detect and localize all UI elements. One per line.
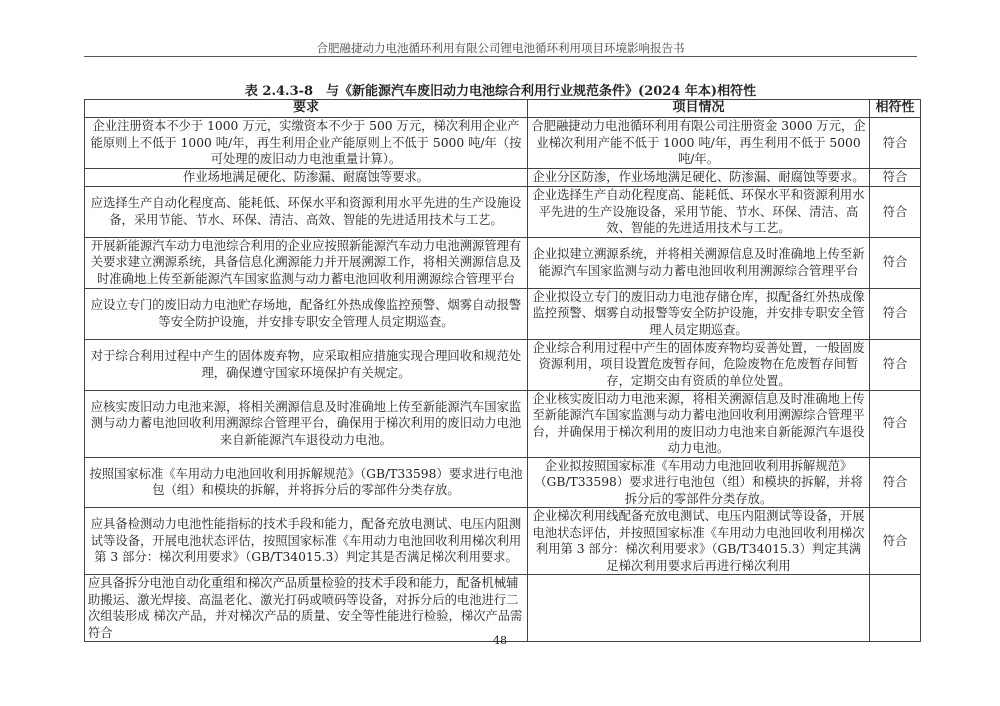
project-status-cell: 企业拟设立专门的废旧动力电池存储仓库，拟配备红外热成像监控预警、烟雾自动报警等安全防护设施，并安排专职安全管理人员定期巡查。 xyxy=(528,288,870,339)
table-row xyxy=(85,457,921,508)
conformity-cell: 符合 xyxy=(870,457,921,508)
conformity-cell: 符合 xyxy=(870,390,921,457)
project-status-cell: 企业选择生产自动化程度高、能耗低、环保水平和资源利用水平先进的生产设施设备，采用节能、节水、环保、清洁、高效、智能的先进适用技术与工艺。 xyxy=(528,187,870,238)
requirement-cell: 企业注册资本不少于 1000 万元，实缴资本不少于 500 万元，梯次利用企业产能原则上不低于 1000 吨/年，再生利用企业产能原则上不低于 5000 吨/年（按可处理的废旧动力电池重量计算）。 xyxy=(85,118,528,169)
conformity-cell: 符合 xyxy=(870,508,921,575)
project-status-cell: 企业梯次利用线配备充放电测试、电压内阻测试等设备，开展电池状态评估，并按照国家标准《车用动力电池回收利用梯次利用第 3 部分：梯次利用要求》（GB/T34015.3）判定其满足梯次利用要求后再进行梯次利用 xyxy=(528,508,870,575)
conformity-cell: 符合 xyxy=(870,169,921,187)
table-row xyxy=(85,339,921,390)
project-status-cell: 企业分区防渗，作业场地满足硬化、防渗漏、耐腐蚀等要求。 xyxy=(528,169,870,187)
page-number: 48 xyxy=(493,634,507,647)
requirement-cell: 应选择生产自动化程度高、能耗低、环保水平和资源利用水平先进的生产设施设备，采用节能、节水、环保、清洁、高效、智能的先进适用技术与工艺。 xyxy=(85,187,528,238)
table-row xyxy=(85,187,921,238)
conformity-cell: 符合 xyxy=(870,187,921,238)
requirement-cell: 应核实废旧动力电池来源，将相关溯源信息及时准确地上传至新能源汽车国家监测与动力蓄电池回收利用溯源综合管理平台，确保用于梯次利用的废旧动力电池来自新能源汽车退役动力电池。 xyxy=(85,390,528,457)
project-status-cell: 企业综合利用过程中产生的固体废弃物均妥善处置，一般固废资源利用，项目设置危废暂存间，危险废物在危废暂存间暂存，定期交由有资质的单位处置。 xyxy=(528,339,870,390)
requirement-cell: 应具备检测动力电池性能指标的技术手段和能力，配备充放电测试、电压内阻测试等设备，开展电池状态评估，按照国家标准《车用动力电池回收利用梯次利用第 3 部分：梯次利用要求》（GB/T34015.3）判定其是否满足梯次利用要求。 xyxy=(85,508,528,575)
running-header: 合肥融捷动力电池循环利用有限公司锂电池循环利用项目环境影响报告书 xyxy=(316,41,685,55)
conformity-cell: 符合 xyxy=(870,237,921,288)
requirement-cell: 按照国家标准《车用动力电池回收利用拆解规范》（GB/T33598）要求进行电池包（组）和模块的拆解，并将拆分后的零部件分类存放。 xyxy=(85,457,528,508)
table-row xyxy=(85,575,921,642)
conformity-cell xyxy=(870,575,921,642)
header-rule xyxy=(84,56,917,57)
compliance-table xyxy=(84,99,921,642)
header-conformity: 相符性 xyxy=(870,100,921,118)
conformity-cell: 符合 xyxy=(870,288,921,339)
table-row xyxy=(85,169,921,187)
conformity-cell: 符合 xyxy=(870,118,921,169)
requirement-cell: 应具备拆分电池自动化重组和梯次产品质量检验的技术手段和能力，配备机械辅助搬运、激光焊接、高温老化、激光打码或喷码等设备，对拆分后的电池进行二次组装形成 梯次产品，并对梯次产品的质量、安全等性能进行检验，梯次产品需符合 xyxy=(85,575,528,642)
project-status-cell: 合肥融捷动力电池循环利用有限公司注册资金 3000 万元，企业梯次利用产能不低于 1000 吨/年，再生利用不低于 5000 吨/年。 xyxy=(528,118,870,169)
requirement-cell: 应设立专门的废旧动力电池贮存场地，配备红外热成像监控预警、烟雾自动报警等安全防护设施，并安排专职安全管理人员定期巡查。 xyxy=(85,288,528,339)
header-requirement: 要求 xyxy=(85,100,528,118)
table-header-row xyxy=(85,100,921,118)
table-row xyxy=(85,288,921,339)
requirement-cell: 对于综合利用过程中产生的固体废弃物，应采取相应措施实现合理回收和规范处理，确保遵守国家环境保护有关规定。 xyxy=(85,339,528,390)
conformity-cell: 符合 xyxy=(870,339,921,390)
project-status-cell xyxy=(528,575,870,642)
table-row xyxy=(85,390,921,457)
project-status-cell: 企业拟按照国家标准《车用动力电池回收利用拆解规范》（GB/T33598）要求进行电池包（组）和模块的拆解，并将拆分后的零部件分类存放。 xyxy=(528,457,870,508)
project-status-cell: 企业拟建立溯源系统，并将相关溯源信息及时准确地上传至新能源汽车国家监测与动力蓄电池回收利用溯源综合管理平台 xyxy=(528,237,870,288)
table-caption: 表 2.4.3-8 与《新能源汽车废旧动力电池综合利用行业规范条件》(2024 年本)相符性 xyxy=(244,84,757,99)
project-status-cell: 企业核实废旧动力电池来源，将相关溯源信息及时准确地上传至新能源汽车国家监测与动力蓄电池回收利用溯源综合管理平台，并确保用于梯次利用的废旧动力电池来自新能源汽车退役动力电池。 xyxy=(528,390,870,457)
table-row xyxy=(85,237,921,288)
table-row xyxy=(85,508,921,575)
header-project-status: 项目情况 xyxy=(528,100,870,118)
requirement-cell: 开展新能源汽车动力电池综合利用的企业应按照新能源汽车动力电池溯源管理有关要求建立溯源系统，具备信息化溯源能力并开展溯源工作，将相关溯源信息及时准确地上传至新能源汽车国家监测与动力蓄电池回收利用溯源综合管理平台 xyxy=(85,237,528,288)
table-row xyxy=(85,118,921,169)
requirement-cell: 作业场地满足硬化、防渗漏、耐腐蚀等要求。 xyxy=(85,169,528,187)
